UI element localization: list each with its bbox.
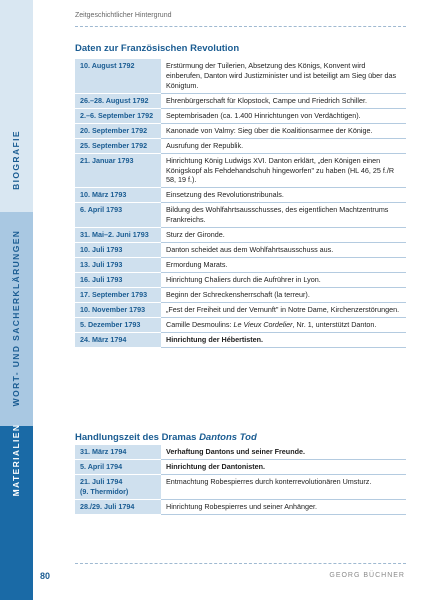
- revolution-timeline-table: [75, 59, 406, 348]
- sidebar: [0, 0, 33, 600]
- event-text-italic-title: Le Vieux Cordelier: [233, 319, 293, 329]
- date-cell: 2.–6. September 1792: [75, 108, 161, 123]
- page-number: 80: [40, 571, 51, 581]
- event-cell: Kanonade von Valmy: Sieg über die Koalitionsarmee der Könige.: [161, 123, 406, 138]
- date-cell: 16. Juli 1793: [75, 273, 161, 288]
- event-cell: Entmachtung Robespierres durch konterrevolutionären Umsturz.: [161, 474, 406, 499]
- event-cell: Erstürmung der Tuilerien, Absetzung des Königs, Konvent wird einberufen, Danton wird Justizminister und ist beteiligt am Sieg über das Königtum.: [161, 59, 406, 93]
- table-row: [75, 459, 406, 474]
- table-row: [75, 258, 406, 273]
- event-cell: Hinrichtung der Dantonisten.: [161, 459, 406, 474]
- table-row: [75, 287, 406, 302]
- date-cell: 24. März 1794: [75, 332, 161, 347]
- date-cell: 10. November 1793: [75, 302, 161, 317]
- date-cell: 10. Juli 1793: [75, 243, 161, 258]
- table-row: [75, 188, 406, 203]
- footer-divider: [75, 563, 406, 564]
- table-row: [75, 332, 406, 347]
- event-cell: Ermordung Marats.: [161, 258, 406, 273]
- event-cell: Einsetzung des Revolutionstribunals.: [161, 188, 406, 203]
- event-cell: Hinrichtung Chaliers durch die Aufrührer in Lyon.: [161, 273, 406, 288]
- event-text-post: , Nr. 1, unterstützt Danton.: [292, 319, 377, 329]
- date-cell: 21. Januar 1793: [75, 153, 161, 188]
- date-cell: 20. September 1792: [75, 123, 161, 138]
- table-row: [75, 108, 406, 123]
- table-row: [75, 228, 406, 243]
- table-row: [75, 153, 406, 188]
- event-cell: Ausrufung der Republik.: [161, 138, 406, 153]
- date-cell: 13. Juli 1793: [75, 258, 161, 273]
- date-cell: 6. April 1793: [75, 203, 161, 228]
- table-row: [75, 203, 406, 228]
- date-cell: [75, 474, 161, 499]
- section-title-text: Handlungszeit des Dramas: [75, 432, 200, 443]
- date-line: 21. Juli 1794: [80, 476, 123, 486]
- event-text-pre: Camille Desmoulins:: [166, 319, 234, 329]
- table-row: [75, 243, 406, 258]
- event-cell: Bildung des Wohlfahrtsausschusses, des eigentlichen Machtzentrums Frankreichs.: [161, 203, 406, 228]
- table-row: [75, 273, 406, 288]
- date-cell: 28./29. Juli 1794: [75, 499, 161, 514]
- sidebar-label-biografie: BIOGRAFIE: [11, 130, 21, 190]
- date-cell: 17. September 1793: [75, 287, 161, 302]
- event-cell: [161, 317, 406, 332]
- section-title-handlungszeit: [75, 432, 257, 443]
- table-row: [75, 123, 406, 138]
- sidebar-label-materialien: MATERIALIEN: [11, 423, 21, 497]
- event-cell: Beginn der Schreckensherrschaft (la terreur).: [161, 287, 406, 302]
- event-cell: Hinrichtung der Hébertisten.: [161, 332, 406, 347]
- event-cell: Ehrenbürgerschaft für Klopstock, Campe und Friedrich Schiller.: [161, 93, 406, 108]
- date-cell: 31. Mai–2. Juni 1793: [75, 228, 161, 243]
- author-name: GEORG BÜCHNER: [329, 572, 405, 579]
- event-cell: Hinrichtung König Ludwigs XVI. Danton erklärt, „den Königen einen Königskopf als Fehdehandschuh hingeworfen" zu haben (HL 46, 25 f./R 58, 19 f.).: [161, 153, 406, 188]
- date-cell: 5. Dezember 1793: [75, 317, 161, 332]
- date-line-secondary: (9. Thermidor): [80, 486, 129, 496]
- date-cell: 25. September 1792: [75, 138, 161, 153]
- table-row: [75, 59, 406, 93]
- date-cell: 5. April 1794: [75, 459, 161, 474]
- event-cell: Danton scheidet aus dem Wohlfahrtsausschuss aus.: [161, 243, 406, 258]
- table-row: [75, 445, 406, 459]
- table-row: [75, 93, 406, 108]
- event-cell: Sturz der Gironde.: [161, 228, 406, 243]
- drama-timeline-table: [75, 445, 406, 515]
- date-cell: 26.–28. August 1792: [75, 93, 161, 108]
- date-cell: 31. März 1794: [75, 445, 161, 459]
- event-cell: Verhaftung Dantons und seiner Freunde.: [161, 445, 406, 459]
- table-row: [75, 499, 406, 514]
- table-row: [75, 138, 406, 153]
- sidebar-label-wort-und-sacherklaerungen: WORT- UND SACHERKLÄRUNGEN: [11, 229, 21, 407]
- event-cell: „Fest der Freiheit und der Vernunft" in Notre Dame, Kirchenzerstörungen.: [161, 302, 406, 317]
- event-cell: Hinrichtung Robespierres und seiner Anhänger.: [161, 499, 406, 514]
- section-title-drama-name: Dantons Tod: [199, 432, 257, 443]
- section-title-revolution: Daten zur Französischen Revolution: [75, 43, 240, 54]
- event-cell: Septembrisaden (ca. 1.400 Hinrichtungen von Verdächtigen).: [161, 108, 406, 123]
- table-row: [75, 317, 406, 332]
- header-divider: [75, 26, 406, 27]
- date-cell: 10. August 1792: [75, 59, 161, 93]
- table-row: [75, 302, 406, 317]
- running-header: Zeitgeschichtlicher Hintergrund: [75, 12, 172, 19]
- table-row: [75, 474, 406, 499]
- date-cell: 10. März 1793: [75, 188, 161, 203]
